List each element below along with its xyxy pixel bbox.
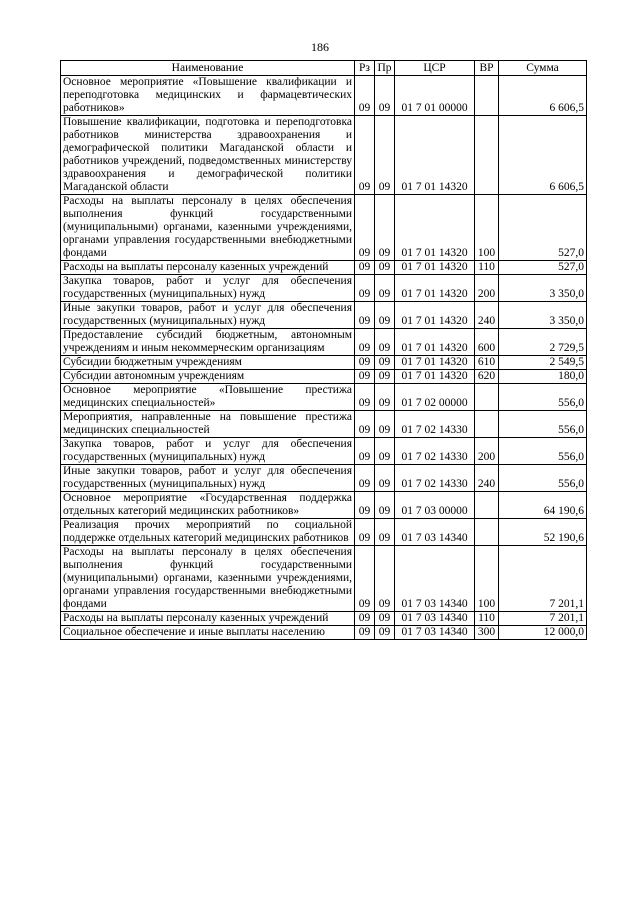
table-row (61, 411, 587, 438)
row-csr-cell: 01 7 02 14330 (395, 465, 475, 492)
row-sum-cell: 180,0 (499, 370, 587, 384)
table-row (61, 626, 587, 640)
row-vr-cell (475, 492, 499, 519)
row-pr-cell: 09 (375, 356, 395, 370)
row-name-cell: Расходы на выплаты персоналу в целях обеспечения выполнения функций государственными (муниципальными) органами, казенными учреждениями, органами управления государственными внебюджетными фондами (61, 195, 355, 261)
row-rz-cell: 09 (355, 411, 375, 438)
row-rz-cell: 09 (355, 76, 375, 116)
row-vr-cell: 200 (475, 438, 499, 465)
row-rz-cell: 09 (355, 195, 375, 261)
row-name-cell: Расходы на выплаты персоналу в целях обеспечения выполнения функций государственными (муниципальными) органами, казенными учреждениями, органами управления государственными внебюджетными фондами (61, 546, 355, 612)
row-csr-cell: 01 7 03 14340 (395, 612, 475, 626)
row-csr-cell: 01 7 03 14340 (395, 519, 475, 546)
page-number: 186 (311, 40, 329, 54)
header-rz: Рз (355, 61, 375, 76)
row-rz-cell: 09 (355, 438, 375, 465)
row-csr-cell: 01 7 01 14320 (395, 356, 475, 370)
row-csr-cell: 01 7 03 00000 (395, 492, 475, 519)
row-vr-cell: 100 (475, 546, 499, 612)
row-csr-cell: 01 7 02 00000 (395, 384, 475, 411)
row-rz-cell: 09 (355, 626, 375, 640)
table-row (61, 384, 587, 411)
row-name-cell: Социальное обеспечение и иные выплаты населению (61, 626, 355, 640)
row-pr-cell: 09 (375, 492, 395, 519)
table-row (61, 438, 587, 465)
row-name-cell: Реализация прочих мероприятий по социальной поддержке отдельных категорий медицинских работников (61, 519, 355, 546)
row-vr-cell: 100 (475, 195, 499, 261)
row-pr-cell: 09 (375, 302, 395, 329)
row-vr-cell: 600 (475, 329, 499, 356)
row-pr-cell: 09 (375, 384, 395, 411)
row-vr-cell: 240 (475, 465, 499, 492)
row-csr-cell: 01 7 03 14340 (395, 546, 475, 612)
row-name-cell: Мероприятия, направленные на повышение престижа медицинских специальностей (61, 411, 355, 438)
row-sum-cell: 556,0 (499, 438, 587, 465)
row-vr-cell (475, 411, 499, 438)
row-rz-cell: 09 (355, 261, 375, 275)
row-pr-cell: 09 (375, 519, 395, 546)
row-sum-cell: 556,0 (499, 411, 587, 438)
row-vr-cell: 240 (475, 302, 499, 329)
row-sum-cell: 527,0 (499, 195, 587, 261)
row-name-cell: Расходы на выплаты персоналу казенных учреждений (61, 612, 355, 626)
row-vr-cell (475, 519, 499, 546)
row-csr-cell: 01 7 01 14320 (395, 370, 475, 384)
row-sum-cell: 12 000,0 (499, 626, 587, 640)
row-sum-cell: 556,0 (499, 465, 587, 492)
row-sum-cell: 556,0 (499, 384, 587, 411)
header-vr: ВР (475, 61, 499, 76)
row-csr-cell: 01 7 01 14320 (395, 195, 475, 261)
row-csr-cell: 01 7 01 14320 (395, 275, 475, 302)
row-name-cell: Расходы на выплаты персоналу казенных учреждений (61, 261, 355, 275)
row-rz-cell: 09 (355, 546, 375, 612)
row-pr-cell: 09 (375, 411, 395, 438)
table-row (61, 465, 587, 492)
table-row (61, 76, 587, 116)
row-sum-cell: 2 729,5 (499, 329, 587, 356)
row-vr-cell (475, 116, 499, 195)
table-row (61, 492, 587, 519)
table-row (61, 261, 587, 275)
table-row (61, 519, 587, 546)
row-sum-cell: 6 606,5 (499, 116, 587, 195)
row-csr-cell: 01 7 01 00000 (395, 76, 475, 116)
row-rz-cell: 09 (355, 519, 375, 546)
row-pr-cell: 09 (375, 195, 395, 261)
row-csr-cell: 01 7 01 14320 (395, 302, 475, 329)
row-name-cell: Основное мероприятие «Государственная поддержка отдельных категорий медицинских работников» (61, 492, 355, 519)
row-rz-cell: 09 (355, 356, 375, 370)
row-sum-cell: 7 201,1 (499, 612, 587, 626)
header-sum: Сумма (499, 61, 587, 76)
table-row (61, 275, 587, 302)
row-vr-cell: 610 (475, 356, 499, 370)
row-rz-cell: 09 (355, 275, 375, 302)
row-csr-cell: 01 7 03 14340 (395, 626, 475, 640)
row-sum-cell: 52 190,6 (499, 519, 587, 546)
row-name-cell: Субсидии бюджетным учреждениям (61, 356, 355, 370)
row-name-cell: Основное мероприятие «Повышение квалификации и переподготовка медицинских и фармацевтических работников» (61, 76, 355, 116)
row-rz-cell: 09 (355, 302, 375, 329)
row-pr-cell: 09 (375, 329, 395, 356)
row-csr-cell: 01 7 02 14330 (395, 411, 475, 438)
row-name-cell: Субсидии автономным учреждениям (61, 370, 355, 384)
table-row (61, 546, 587, 612)
row-vr-cell: 200 (475, 275, 499, 302)
row-pr-cell: 09 (375, 546, 395, 612)
row-vr-cell (475, 384, 499, 411)
row-csr-cell: 01 7 02 14330 (395, 438, 475, 465)
row-pr-cell: 09 (375, 76, 395, 116)
row-name-cell: Закупка товаров, работ и услуг для обеспечения государственных (муниципальных) нужд (61, 438, 355, 465)
row-pr-cell: 09 (375, 370, 395, 384)
row-pr-cell: 09 (375, 116, 395, 195)
table-row (61, 195, 587, 261)
row-rz-cell: 09 (355, 465, 375, 492)
row-sum-cell: 64 190,6 (499, 492, 587, 519)
row-name-cell: Предоставление субсидий бюджетным, автономным учреждениям и иным некоммерческим организациям (61, 329, 355, 356)
table-row (61, 302, 587, 329)
row-pr-cell: 09 (375, 612, 395, 626)
header-csr: ЦСР (395, 61, 475, 76)
table-row (61, 370, 587, 384)
row-rz-cell: 09 (355, 612, 375, 626)
row-name-cell: Иные закупки товаров, работ и услуг для обеспечения государственных (муниципальных) нужд (61, 465, 355, 492)
row-sum-cell: 3 350,0 (499, 302, 587, 329)
row-vr-cell: 110 (475, 261, 499, 275)
row-csr-cell: 01 7 01 14320 (395, 329, 475, 356)
table-row (61, 356, 587, 370)
row-rz-cell: 09 (355, 329, 375, 356)
table-row (61, 329, 587, 356)
row-rz-cell: 09 (355, 116, 375, 195)
row-vr-cell: 110 (475, 612, 499, 626)
budget-table (60, 60, 587, 640)
row-pr-cell: 09 (375, 275, 395, 302)
row-rz-cell: 09 (355, 492, 375, 519)
row-sum-cell: 527,0 (499, 261, 587, 275)
header-name: Наименование (61, 61, 355, 76)
row-csr-cell: 01 7 01 14320 (395, 261, 475, 275)
row-vr-cell: 300 (475, 626, 499, 640)
row-pr-cell: 09 (375, 465, 395, 492)
row-sum-cell: 3 350,0 (499, 275, 587, 302)
row-csr-cell: 01 7 01 14320 (395, 116, 475, 195)
row-vr-cell: 620 (475, 370, 499, 384)
row-rz-cell: 09 (355, 384, 375, 411)
row-sum-cell: 2 549,5 (499, 356, 587, 370)
row-name-cell: Иные закупки товаров, работ и услуг для обеспечения государственных (муниципальных) нужд (61, 302, 355, 329)
row-name-cell: Повышение квалификации, подготовка и переподготовка работников министерства здравоохранения и демографической политики Магаданской области и работников учреждений, подведомственных министерству здравоохранения и демографической политики Магаданской области (61, 116, 355, 195)
row-name-cell: Закупка товаров, работ и услуг для обеспечения государственных (муниципальных) нужд (61, 275, 355, 302)
row-rz-cell: 09 (355, 370, 375, 384)
row-name-cell: Основное мероприятие «Повышение престижа медицинских специальностей» (61, 384, 355, 411)
table-row (61, 116, 587, 195)
header-pr: Пр (375, 61, 395, 76)
table-header-row (61, 61, 587, 76)
row-pr-cell: 09 (375, 626, 395, 640)
row-pr-cell: 09 (375, 438, 395, 465)
table-row (61, 612, 587, 626)
row-sum-cell: 7 201,1 (499, 546, 587, 612)
row-pr-cell: 09 (375, 261, 395, 275)
row-vr-cell (475, 76, 499, 116)
row-sum-cell: 6 606,5 (499, 76, 587, 116)
